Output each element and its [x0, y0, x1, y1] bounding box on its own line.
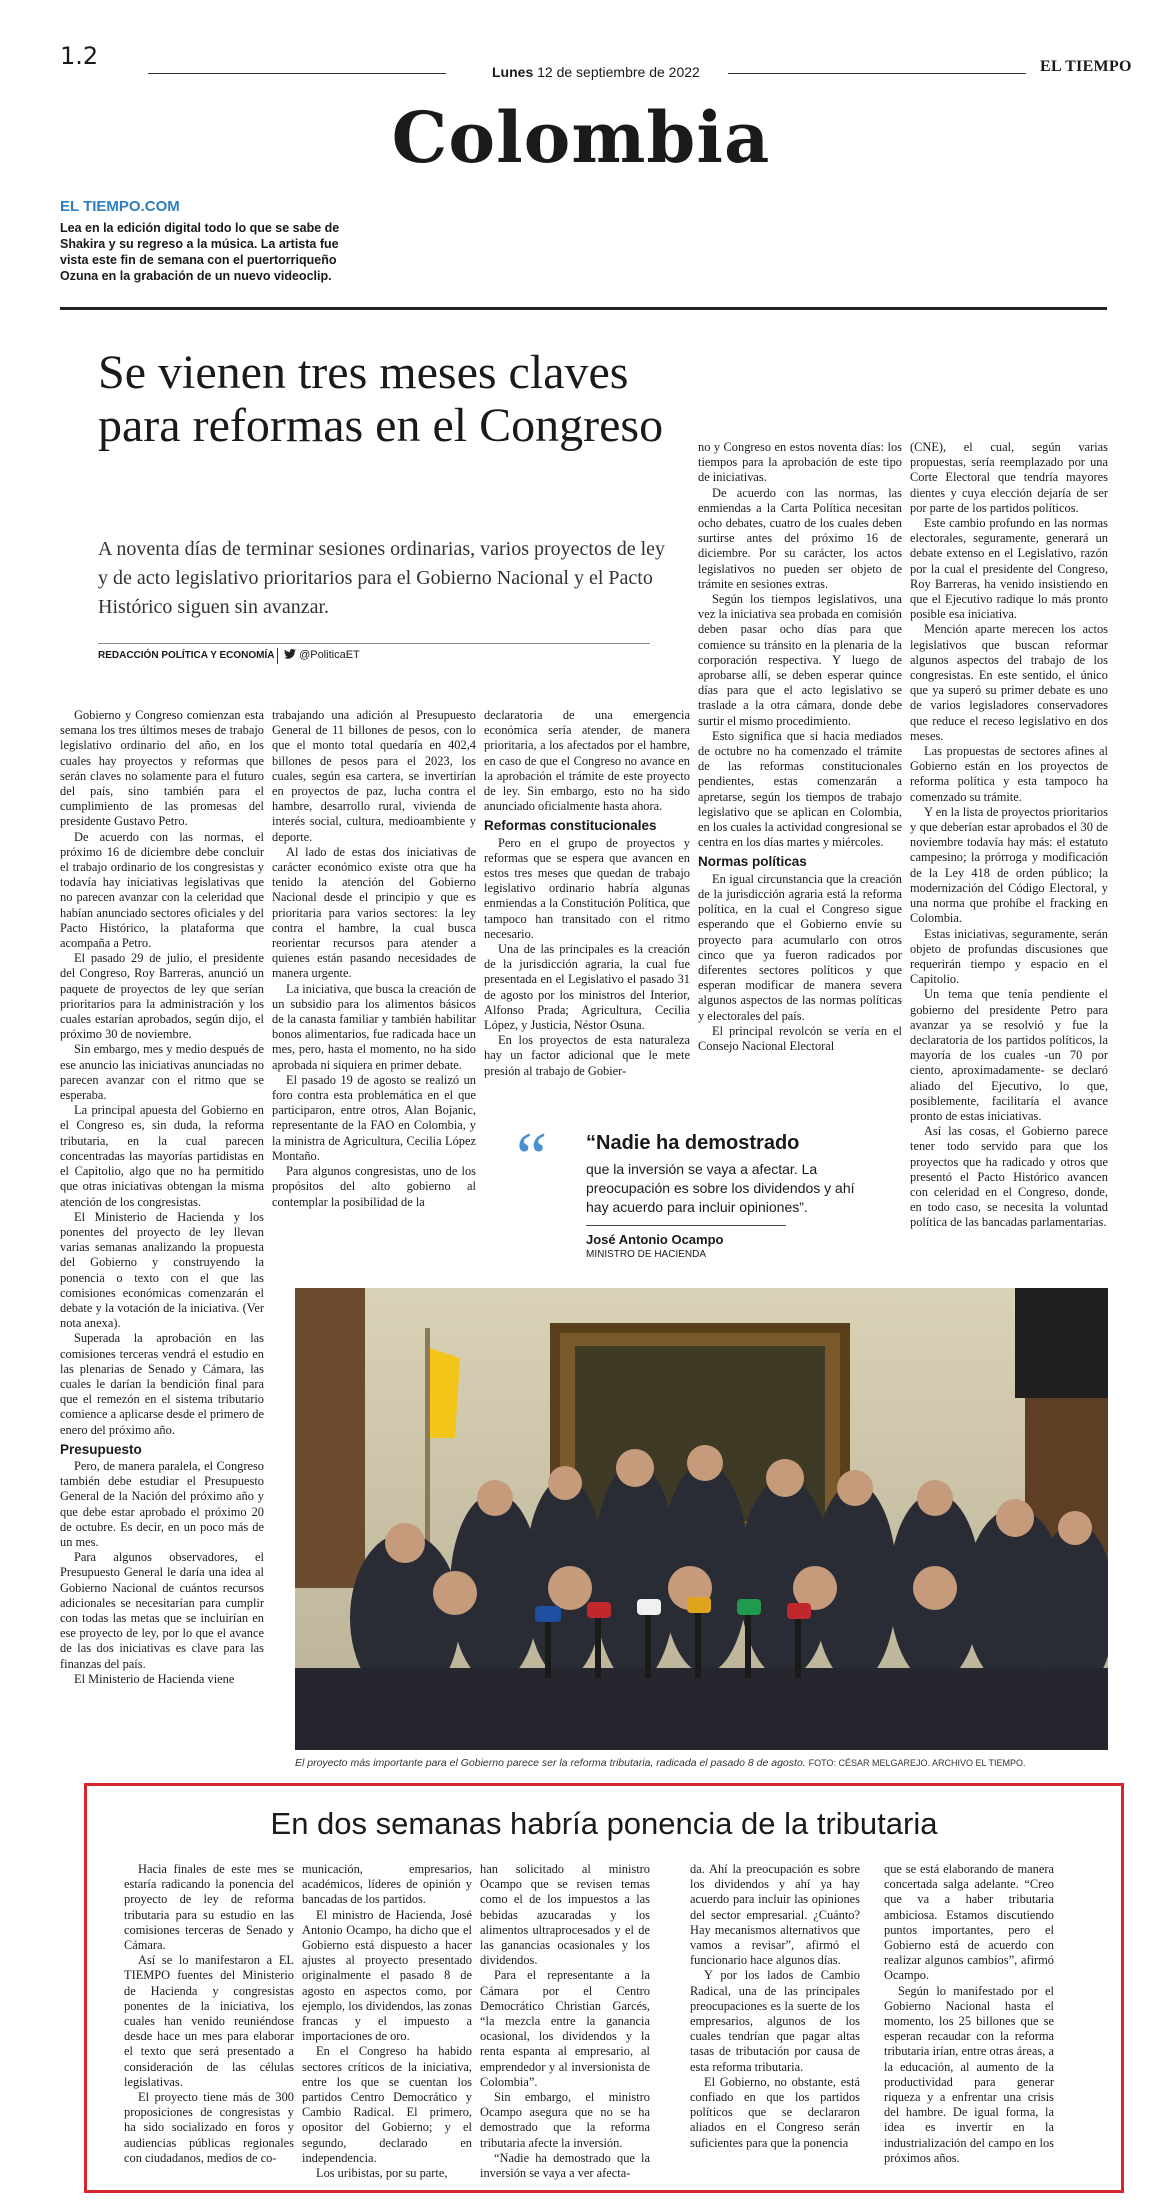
sidebar-title: En dos semanas habría ponencia de la tributaria [270, 1806, 938, 1841]
issue-date-day: Lunes [492, 64, 534, 80]
article-standfirst: A noventa días de terminar sesiones ordinarias, varios proyectos de ley y de acto legislativo prioritarios para el Gobierno Nacional y el Pacto Histórico siguen sin avanzar. [98, 538, 666, 618]
article-paragraph: Según los tiempos legislativos, una vez la iniciativa sea probada en comisión deben pasar ocho días para que comience su tránsito en la plenaria de la corporación respectiva. Y luego de aprobarse allí, se deben esperar quince días para que el acto legislativo se traslade a la otra cámara, donde debe surtir el mismo procedimiento. [698, 592, 902, 728]
sidebar-column-1 [124, 1862, 294, 2166]
sidebar-paragraph: Los uribistas, por su parte, [316, 2166, 448, 2181]
article-paragraph: El Ministerio de Hacienda y los ponentes del proyecto de ley llevan varias semanas analizando la propuesta del Gobierno y construyendo la ponencia o texto con el que las comisiones económicas comenzarán el debate y la votación de la iniciativa. (Ver nota anexa). [60, 1209, 264, 1331]
sidebar-paragraph: En el Congreso ha habido sectores críticos de la iniciativa, entre los que se cuentan los partidos Centro Democrático y Cambio Radical. El primero, opositor del Gobierno; y el segundo, declarado en independencia. [302, 2044, 472, 2165]
sidebar-column-3 [480, 1862, 650, 2181]
photo-caption-text: El proyecto más importante para el Gobierno parece ser la reforma tributaria, radicada el pasado 8 de agosto. [295, 1757, 806, 1769]
twitter-handle [284, 649, 360, 661]
article-paragraph: trabajando una adición al Presupuesto General de 11 billones de pesos, con lo que el monto total quedaría en 402,4 billones de pesos para el 2023, los cuales, según esa cartera, se invertirían en proyectos de paz, lucha contra el hambre, desarrollo rural, vivienda de interés social, cultura, medioambiente y deporte. [272, 708, 476, 844]
pull-quote-text: que la inversión se vaya a afectar. La preocupación es sobre los dividendos y ahí hay acuerdo para incluir opiniones”. [586, 1161, 855, 1215]
sidebar-paragraph: Sin embargo, el ministro Ocampo asegura que no se ha demostrado que la reforma tributaria afecte la inversión. [480, 2090, 650, 2150]
article-paragraph: declaratoria de una emergencia económica sería atender, de manera prioritaria, a los afectados por el hambre, en caso de que el Congreso no avance en la aprobación el trámite de este proyecto de ley. Sin embargo, esto no ha sido anunciado oficialmente hasta ahora. [484, 708, 690, 814]
page-number: 1.2 [60, 42, 99, 70]
sidebar-paragraph: Según lo manifestado por el Gobierno Nacional hasta el momento, los 25 billones que se esperan recaudar con la reforma tributaria irían, entre otras áreas, a la educación, al aumento de la productividad para generar riqueza y a enfrentar una crisis del hambre. De igual forma, la idea es invertir en la industrialización del campo en los próximos años. [884, 1983, 1054, 2165]
sidebar-paragraph: que se está elaborando de manera concertada salga adelante. “Creo que va a haber tributaria ambiciosa. Estamos discutiendo puntos importantes, pero el Gobierno está de acuerdo con realizar algunos cambios”, afirmó Ocampo. [884, 1862, 1054, 1983]
article-paragraph: De acuerdo con las normas, el próximo 16 de diciembre debe concluir el trabajo ordinario de los congresistas y todavía hay iniciativas legislativas que no parecen avanzar con la celeridad que habían anunciado sectores oficiales y del Pacto Histórico, la plataforma que acompaña a Petro. [60, 829, 264, 951]
sidebar-paragraph: Hacia finales de este mes se estaría radicando la ponencia del proyecto de ley de reforma tributaria para su estudio en las comisiones terceras de Senado y Cámara. [124, 1862, 294, 1953]
header-rule-left [148, 73, 446, 74]
article-paragraph: Gobierno y Congreso comienzan esta semana los tres últimos meses de trabajo legislativo ordinario del año, en los cuales hay proyectos y reformas que serán claves no solamente para el futuro del país, sino también para el cumplimiento de las promesas del presidente Gustavo Petro. [60, 708, 264, 829]
article-paragraph: El pasado 19 de agosto se realizó un foro contra esta problemática en el que participaron, entre otros, Alan Bojanic, representante de la FAO en Colombia, y la ministra de Agricultura, Cecilia López Montaño. [272, 1072, 476, 1163]
article-column-5 [910, 440, 1108, 1231]
article-paragraph: Un tema que tenía pendiente el gobierno del presidente Petro para avanzar ya se resolvió y fue la declaratoria de los partidos políticos, la mayoría de los cuales -un 70 por ciento, aproximadamente- se declaró aliado del Ejecutivo, lo que, posiblemente, facilitaría el avance pronto de estas iniciativas. [910, 987, 1108, 1123]
subheading-normas: Normas políticas [698, 854, 807, 870]
twitter-handle-text: @PoliticaET [299, 649, 360, 661]
photo-illustration [295, 1288, 1108, 1750]
article-paragraph: El Ministerio de Hacienda viene [74, 1671, 235, 1686]
section-title: Colombia [391, 96, 771, 179]
article-paragraph: Pero en el grupo de proyectos y reformas que se espera que avancen en estos tres meses que quedan de trabajo legislativo ordinario habría algunas enmiendas a la Constitución Política, que tampoco han transitado con el ritmo necesario. [484, 835, 690, 941]
article-paragraph: La principal apuesta del Gobierno en el Congreso es, sin duda, la reforma tributaria, en la cual parecen concentradas las mayorías partidistas en el Capitolio, algo que no ha permitido que otras iniciativas obtengan la misma atención de los congresistas. [60, 1103, 264, 1209]
press-conference-photo [295, 1288, 1108, 1750]
article-column-1 [60, 708, 264, 1687]
sidebar-paragraph: Y por los lados de Cambio Radical, una de las principales preocupaciones es la suerte de los empresarios, algunos de los cuales tendrían que pagar altas tasas de tributación por causa de esta reforma tributaria. [690, 1968, 860, 2074]
article-paragraph: Pero, de manera paralela, el Congreso también debe estudiar el Presupuesto General de la Nación del próximo año y que debe estar aprobado el próximo 20 de octubre. Es decir, en un poco más de un mes. [60, 1458, 264, 1549]
sidebar-paragraph: El ministro de Hacienda, José Antonio Ocampo, ha dicho que el Gobierno está dispuesto a hacer ajustes al proyecto presentado originalmente el pasado 8 de agosto en aspectos como, por ejemplo, los dividendos, las zonas francas y el impuesto a importaciones de oro. [302, 1907, 472, 2044]
article-paragraph: La iniciativa, que busca la creación de un subsidio para los alimentos básicos de la canasta familiar y también habilitar bonos alimentarios, fue radicada hace un mes, pero, hasta el momento, no ha sido aprobada ni siquiera en primer debate. [272, 981, 476, 1072]
article-paragraph: En los proyectos de esta naturaleza hay un factor adicional que le mete presión al trabajo de Gobier- [484, 1033, 690, 1078]
article-paragraph: (CNE), el cual, según varias propuestas, sería reemplazado por una Corte Electoral que tendría mayores dientes y cuya elección dejaría de ser por parte de los partidos políticos. [910, 440, 1108, 515]
pull-quote-rule [586, 1225, 786, 1226]
issue-date [492, 64, 700, 80]
sidebar-paragraph: municación, empresarios, académicos, líderes de opinión y bancadas de los partidos. [302, 1862, 472, 1907]
article-column-4 [698, 440, 902, 1054]
article-headline: Se vienen tres meses claves para reformas en el Congreso [98, 346, 664, 452]
newspaper-brand: EL TIEMPO [1040, 58, 1132, 75]
byline-rule [98, 643, 650, 644]
article-paragraph: El pasado 29 de julio, el presidente del Congreso, Roy Barreras, anunció un paquete de proyectos de ley que serían prioritarios para la administración y los cuales estarían aprobados, según dijo, el próximo 30 de noviembre. [60, 951, 264, 1042]
article-paragraph: En igual circunstancia que la creación de la jurisdicción agraria está la reforma política, en la cual el Congreso sigue esperando que el Gobierno envíe su proyecto para acumularlo con otros cinco que ya fueron radicados por diferentes sectores políticos y que esperan modificar de manera severa algunos aspectos de las normas políticas y electorales del país. [698, 871, 902, 1023]
article-paragraph: Para algunos observadores, el Presupuesto General le daría una idea al Gobierno Nacional de cuántos recursos adicionales se necesitarían para cumplir con todas las metas que se incluirían en ese proyecto de ley, por lo que el avance de las dos iniciativas es clave para las finanzas del país. [60, 1550, 264, 1671]
byline-separator [277, 648, 278, 664]
article-paragraph: Una de las principales es la creación de la jurisdicción agraria, la cual fue presentada en el Legislativo el pasado 31 de agosto por los ministros del Interior, Alfonso Prada; Agricultura, Cecilia López, y Justicia, Néstor Osuna. [484, 942, 690, 1033]
sidebar-paragraph: El Gobierno, no obstante, está confiado en que los partidos políticos que se declararon aliados en el Congreso serán suficientes para que la ponencia [690, 2074, 860, 2150]
subheading-reformas: Reformas constitucionales [484, 818, 657, 834]
sidebar-paragraph: El proyecto tiene más de 300 proposiciones de congresistas y ha sido socializado en foros y audiencias públicas regionales con ciudadanos, medios de co- [124, 2090, 294, 2165]
article-paragraph: no y Congreso en estos noventa días: los tiempos para la aprobación de este tipo de iniciativas. [698, 440, 902, 485]
article-paragraph: Este cambio profundo en las normas electorales, seguramente, generará un debate extenso en el Legislativo, razón por la cual el presidente del Congreso, Roy Barreras, ha venido insistiendo en que el Ejecutivo radique lo más pronto posible esa iniciativa. [910, 516, 1108, 622]
article-paragraph: Las propuestas de sectores afines al Gobierno están en los proyectos de reforma política y esta tampoco ha comenzado su trámite. [910, 744, 1108, 804]
article-paragraph: Estas iniciativas, seguramente, serán objeto de profundas discusiones que requerirán tiempo y espacio en el Capitolio. [910, 926, 1108, 987]
pull-quote-headline: “Nadie ha demostrado [586, 1132, 800, 1154]
photo-credit: FOTO: CÉSAR MELGAREJO. ARCHIVO EL TIEMPO. [808, 1758, 1026, 1768]
article-paragraph: Mención aparte merecen los actos legislativos que buscan reformar algunos aspectos del trabajo de los congresistas. En este sentido, el único que ya superó su primer debate es uno de varios legisladores conservadores que reduce el receso legislativo en dos meses. [910, 622, 1108, 743]
article-paragraph: Superada la aprobación en las comisiones terceras vendrá el estudio en las plenarias de Senado y Cámara, las cuales le darían la bendición final para que el remezón en el sistema tributario comience a aplicarse desde el primero de enero del próximo año. [60, 1331, 264, 1437]
promo-text: Lea en la edición digital todo lo que se sabe de Shakira y su regreso a la música. La artista fue vista este fin de semana con el puertorriqueño Ozuna en la grabación de un nuevo videoclip. [60, 221, 340, 283]
promo-heading: EL TIEMPO.COM [60, 198, 180, 215]
sidebar-paragraph: da. Ahí la preocupación es sobre los dividendos y ahí ya hay acuerdo para incluir las opiniones del sector empresarial. ¿Cuánto? Hay mecanismos alternativos que vamos a revisar”, afirmó el funcionario hace algunos días. [690, 1862, 860, 1968]
issue-date-rest: 12 de septiembre de 2022 [533, 64, 700, 80]
pull-quote-role: MINISTRO DE HACIENDA [586, 1249, 707, 1260]
article-paragraph: Esto significa que si hacia mediados de octubre no ha comenzado el trámite de las reformas constitucionales pendientes, estas comenzarán a apretarse, según los tiempos de trabajo legislativo que se aplican en Colombia, en los cuales la actividad congresional se centra en los días martes y miércoles. [698, 728, 902, 850]
section-divider [60, 307, 1107, 310]
sidebar-column-5 [884, 1862, 1054, 2166]
sidebar-paragraph: “Nadie ha demostrado que la inversión se vaya a ver afecta- [480, 2150, 650, 2181]
article-paragraph: Sin embargo, mes y medio después de ese anuncio las iniciativas anunciadas no parecen avanzar con el ritmo que se esperaba. [60, 1042, 264, 1103]
article-column-3 [484, 708, 690, 1079]
photo-caption [295, 1757, 1026, 1769]
article-paragraph: Así las cosas, el Gobierno parece tener todo servido para que los proyectos que ha radicado y otros que presentó el Pacto Histórico avancen con celeridad en el Congreso, donde, en todo caso, se necesita la voluntad política de las bancadas parlamentarias. [910, 1124, 1108, 1230]
pull-quote-author: José Antonio Ocampo [586, 1232, 724, 1247]
article-paragraph: Al lado de estas dos iniciativas de carácter económico existe otra que ha tenido la atención del Gobierno Nacional desde el principio y que es prioritaria para varios sectores: la ley contra el hambre, la cual busca reorientar recursos para atender a quienes están pasando necesidades de manera urgente. [272, 844, 476, 981]
sidebar-paragraph: Así se lo manifestaron a EL TIEMPO fuentes del Ministerio de Hacienda y congresistas ponentes de la iniciativa, los cuales han venido reuniéndose desde hace un mes para elaborar el texto que será presentado a consideración de las células legislativas. [124, 1953, 294, 2089]
byline: REDACCIÓN POLÍTICA Y ECONOMÍA [98, 650, 275, 661]
article-paragraph: El principal revolcón se vería en el Consejo Nacional Electoral [698, 1023, 902, 1053]
header-rule-right [728, 73, 1026, 74]
sidebar-paragraph: Para el representante a la Cámara por el Centro Democrático Christian Garcés, “la mezcla entre la ganancia ocasional, los dividendos y la renta espanta al empresario, al emprendedor y al inversionista de Colombia”. [480, 1968, 650, 2089]
article-column-2 [272, 708, 476, 1210]
article-paragraph: De acuerdo con las normas, las enmiendas a la Carta Política necesitan ocho debates, cuatro de los cuales deben surtirse antes del próximo 16 de diciembre. Por su carácter, los actos legislativos no pueden ser objeto de trámite en sesiones extras. [698, 485, 902, 591]
sidebar-column-4 [690, 1862, 860, 2151]
article-paragraph: Para algunos congresistas, uno de los propósitos del alto gobierno al contemplar la posibilidad de la [272, 1164, 476, 1209]
quote-mark-icon: “ [516, 1119, 548, 1196]
sidebar-column-2 [302, 1862, 472, 2181]
twitter-icon [284, 649, 296, 659]
article-paragraph: Y en la lista de proyectos prioritarios y que deberían estar aprobados el 30 de noviembre todavía hay más: el estatuto campesino; la prórroga y modificación de la Ley 418 de orden público; la modernización del Código Electoral, y una norma que prohíbe el fracking en Colombia. [910, 804, 1108, 926]
sidebar-paragraph: han solicitado al ministro Ocampo que se revisen temas como el de los impuestos a las bebidas azucaradas y los alimentos ultraprocesados y el de las ganancias ocasionales y los dividendos. [480, 1862, 650, 1968]
subheading-presupuesto: Presupuesto [60, 1441, 142, 1457]
